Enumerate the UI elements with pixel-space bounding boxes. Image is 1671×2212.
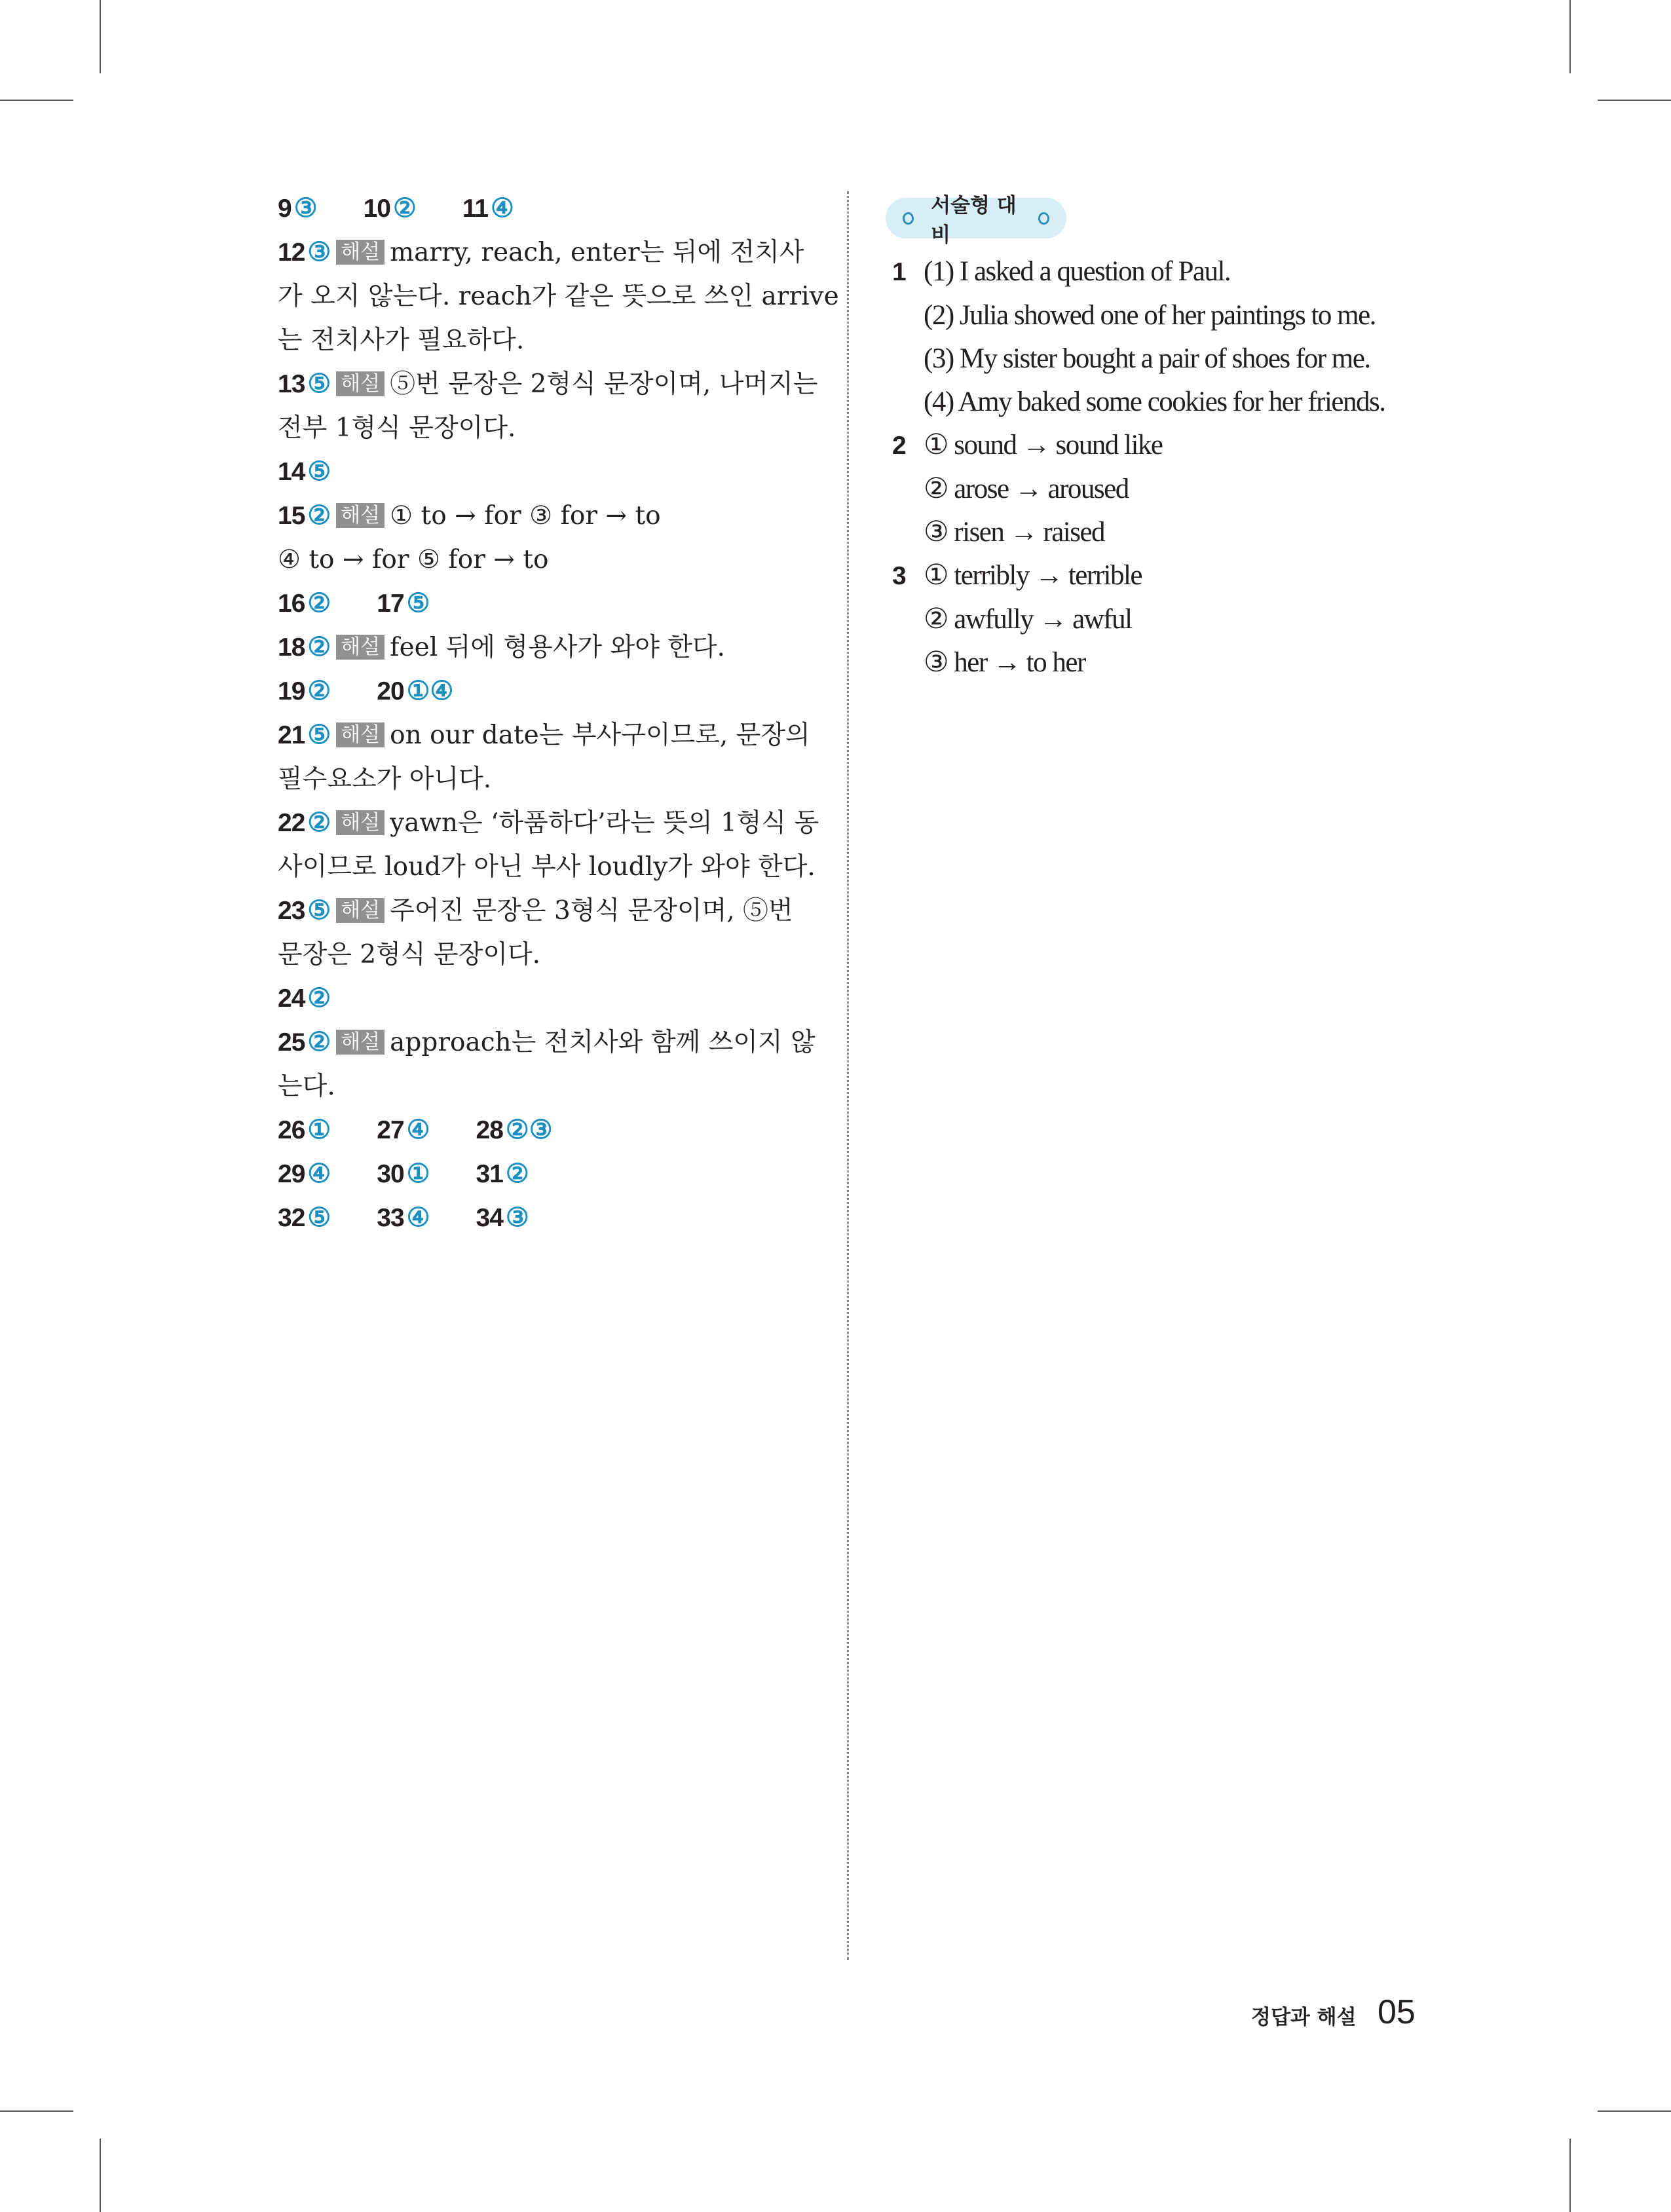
- question-number: 12: [278, 238, 305, 267]
- answer-text: (1) I asked a question of Paul.: [924, 256, 1231, 287]
- explanation-text: 전부 1형식 문장이다.: [278, 413, 516, 443]
- answer-choice: ②: [307, 1028, 331, 1057]
- answer-choice: ④: [406, 1115, 430, 1144]
- explanation-text: ④ to → for ⑤ for → to: [278, 545, 549, 574]
- explanation-text: 필수요소가 아니다.: [278, 764, 492, 794]
- footer-label: 정답과 해설: [1251, 2006, 1357, 2029]
- explanation-text: 사이므로 loud가 아닌 부사 loudly가 와야 한다.: [278, 852, 816, 882]
- explanation-tag: 해설: [336, 371, 385, 396]
- written-answer-line: [892, 598, 1482, 641]
- answer-choice: ④: [491, 194, 514, 223]
- answer-line: [278, 713, 821, 757]
- explanation-text: marry, reach, enter는 뒤에 전치사: [390, 238, 804, 267]
- answer-line: [278, 1196, 821, 1240]
- crop-mark: [1598, 100, 1671, 101]
- answer-line: [278, 494, 821, 538]
- question-number: 9: [278, 195, 291, 223]
- answer-line: [278, 187, 821, 231]
- answer-line: [278, 1152, 821, 1196]
- question-number: 10: [363, 195, 390, 223]
- question-number: 31: [476, 1160, 503, 1188]
- crop-mark: [1598, 2110, 1671, 2112]
- answer-text: (4) Amy baked some cookies for her friends.: [924, 386, 1385, 417]
- answer-line: [278, 977, 821, 1021]
- answer-line: [278, 626, 821, 669]
- explanation-tag: 해설: [336, 503, 385, 528]
- answer-choice: ②: [505, 1159, 529, 1188]
- ring-icon: [903, 212, 914, 225]
- written-answer-line: [892, 468, 1482, 511]
- question-number: 20: [377, 677, 404, 705]
- answer-line: [278, 450, 821, 494]
- item-number: 3: [892, 562, 906, 590]
- explanation-text: on our date는 부사구이므로, 문장의: [390, 721, 810, 750]
- written-answer-line: [892, 424, 1482, 468]
- answer-text: ② arose → aroused: [924, 474, 1129, 504]
- answer-choice: ①: [406, 1159, 430, 1188]
- answer-line: [278, 362, 821, 406]
- answer-list-left: [278, 187, 839, 1240]
- explanation-tag: 해설: [336, 635, 385, 660]
- answer-choice: ③: [293, 194, 318, 223]
- explanation-text: 문장은 2형식 문장이다.: [278, 940, 541, 969]
- question-number: 24: [278, 984, 305, 1013]
- crop-mark: [1569, 2139, 1571, 2212]
- question-number: 32: [278, 1204, 305, 1232]
- explanation-text: 는다.: [278, 1072, 335, 1101]
- item-number: 2: [892, 432, 906, 460]
- section-badge: [886, 194, 1066, 247]
- crop-mark: [0, 2110, 73, 2112]
- answer-choice: ⑤: [307, 369, 331, 398]
- question-number: 22: [278, 809, 305, 837]
- answer-text: ① sound → sound like: [924, 430, 1163, 460]
- explanation-text: 가 오지 않는다. reach가 같은 뜻으로 쓰인 arrive: [278, 282, 839, 311]
- answer-choice: ④: [406, 1203, 430, 1232]
- answer-line: [278, 1021, 821, 1064]
- answer-choice: ①④: [406, 677, 454, 705]
- answer-choice: ②: [307, 633, 331, 662]
- question-number: 19: [278, 677, 305, 705]
- answer-list-right: [892, 250, 1482, 684]
- written-answer-line: [892, 641, 1482, 684]
- question-number: 28: [476, 1116, 503, 1144]
- answer-text: ① terribly → terrible: [924, 560, 1142, 591]
- question-number: 11: [462, 195, 489, 223]
- question-number: 25: [278, 1028, 305, 1057]
- answer-line: [278, 933, 821, 977]
- written-answer-line: [892, 554, 1482, 598]
- answer-line: [278, 538, 821, 582]
- answer-choice: ②: [307, 501, 331, 530]
- answer-choice: ⑤: [307, 721, 331, 749]
- question-number: 15: [278, 502, 305, 530]
- explanation-tag: 해설: [336, 1030, 385, 1055]
- question-number: 33: [377, 1204, 404, 1232]
- answer-text: ② awfully → awful: [924, 604, 1132, 635]
- answer-line: [278, 582, 821, 626]
- question-number: 16: [278, 590, 305, 618]
- explanation-text: ① to → for ③ for → to: [390, 501, 661, 531]
- answer-line: [278, 669, 821, 713]
- answer-text: ③ her → to her: [924, 647, 1085, 678]
- answer-choice: ③: [505, 1203, 529, 1232]
- page-number: 05: [1378, 1993, 1416, 2031]
- written-answer-line: [892, 511, 1482, 554]
- answer-choice: ⑤: [406, 589, 430, 618]
- question-number: 34: [476, 1204, 503, 1232]
- explanation-text: approach는 전치사와 함께 쓰이지 않: [390, 1028, 816, 1057]
- question-number: 30: [377, 1160, 404, 1188]
- question-number: 29: [278, 1160, 305, 1188]
- explanation-text: yawn은 ‘하품하다’라는 뜻의 1형식 동: [390, 808, 819, 838]
- explanation-text: feel 뒤에 형용사가 와야 한다.: [390, 633, 725, 662]
- answer-choice: ①: [307, 1115, 331, 1144]
- explanation-text: 주어진 문장은 3형식 문장이며, ⑤번: [390, 896, 793, 926]
- crop-mark: [100, 2139, 101, 2212]
- answer-choice: ⑤: [307, 1203, 331, 1232]
- answer-text: ③ risen → raised: [924, 517, 1105, 548]
- question-number: 17: [377, 590, 404, 618]
- answer-line: [278, 889, 821, 933]
- explanation-tag: 해설: [336, 722, 385, 747]
- explanation-tag: 해설: [336, 240, 385, 265]
- answer-choice: ②③: [505, 1115, 553, 1144]
- explanation-tag: 해설: [336, 898, 385, 923]
- column-divider: [847, 191, 849, 1960]
- answer-line: [278, 1064, 821, 1108]
- answer-choice: ②: [307, 808, 331, 837]
- answer-choice: ⑤: [307, 457, 331, 486]
- question-number: 21: [278, 721, 305, 749]
- answer-choice: ⑤: [307, 896, 331, 925]
- ring-icon: [1038, 212, 1049, 225]
- answer-line: [278, 406, 821, 450]
- explanation-tag: 해설: [336, 810, 385, 835]
- written-answer-line: [892, 381, 1482, 424]
- answer-line: [278, 231, 821, 274]
- answer-choice: ②: [392, 194, 417, 223]
- written-answer-line: [892, 250, 1482, 294]
- crop-mark: [1569, 0, 1571, 73]
- question-number: 18: [278, 633, 305, 662]
- answer-text: (2) Julia showed one of her paintings to me.: [924, 300, 1376, 331]
- explanation-text: 는 전치사가 필요하다.: [278, 326, 525, 355]
- answer-line: [278, 1108, 821, 1152]
- answer-choice: ②: [307, 677, 331, 705]
- answer-choice: ②: [307, 589, 331, 618]
- question-number: 27: [377, 1116, 404, 1144]
- question-number: 23: [278, 897, 305, 925]
- crop-mark: [0, 100, 73, 101]
- question-number: 14: [278, 458, 305, 486]
- answer-line: [278, 274, 839, 318]
- written-answer-line: [892, 294, 1482, 337]
- badge-label: 서술형 대비: [931, 194, 1017, 247]
- item-number: 1: [892, 258, 906, 286]
- answer-line: [278, 757, 821, 801]
- answer-line: [278, 318, 821, 362]
- question-number: 13: [278, 370, 305, 398]
- written-answer-line: [892, 337, 1482, 381]
- explanation-text: ⑤번 문장은 2형식 문장이며, 나머지는: [390, 369, 818, 399]
- answer-text: (3) My sister bought a pair of shoes for me.: [924, 343, 1370, 374]
- answer-line: [278, 845, 821, 889]
- answer-line: [278, 801, 821, 845]
- answer-choice: ④: [307, 1159, 331, 1188]
- question-number: 26: [278, 1116, 305, 1144]
- answer-choice: ③: [307, 238, 331, 267]
- answer-choice: ②: [307, 984, 331, 1013]
- crop-mark: [100, 0, 101, 73]
